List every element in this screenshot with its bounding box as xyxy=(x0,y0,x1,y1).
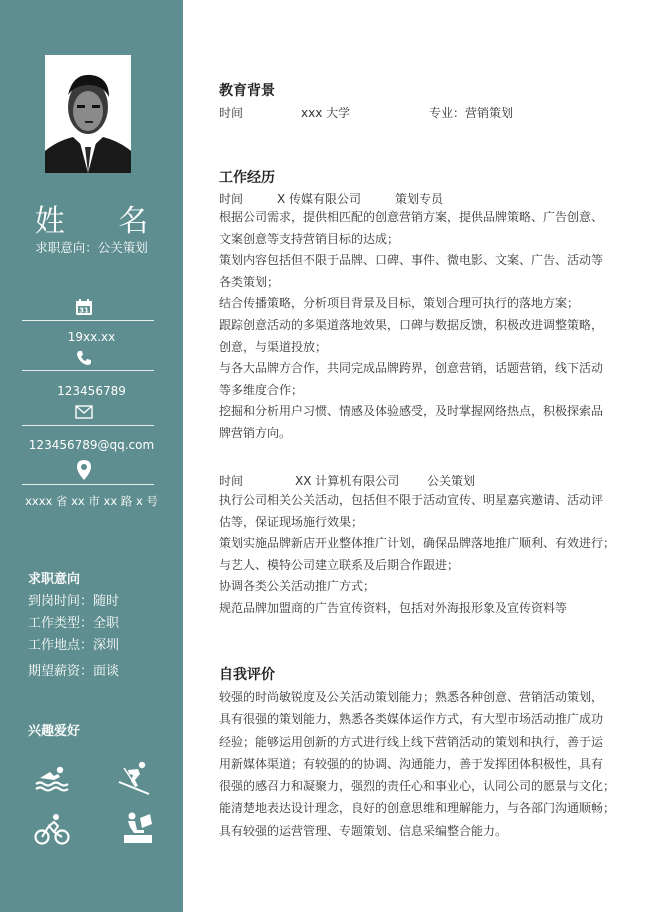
birth-date: 19xx.xx xyxy=(67,330,116,344)
divider xyxy=(22,425,154,426)
duty-line: 文案创意等支持营销目标的达成； xyxy=(219,231,400,246)
envelope-icon xyxy=(74,402,94,422)
job-company: X 传媒有限公司 xyxy=(277,192,362,206)
phone-number: 123456789 xyxy=(57,384,126,398)
duty-line: 规范品牌加盟商的广告宣传资料，包括对外海报形象及宣传资料等 xyxy=(219,600,568,615)
job-intent-row: 工作地点：深圳 xyxy=(28,638,120,653)
self-eval-line: 较强的时尚敏锐度及公关活动策划能力；熟悉各种创意、营销活动策划， xyxy=(219,690,604,704)
job-intent-row: 期望薪资：面谈 xyxy=(28,664,120,679)
person-portrait-icon xyxy=(45,55,131,173)
job-time: 时间 xyxy=(219,192,244,206)
divider xyxy=(22,370,154,371)
divider xyxy=(22,484,154,485)
hobbies-title: 兴趣爱好 xyxy=(28,724,81,739)
job-time: 时间 xyxy=(219,474,244,488)
job-intent-title: 求职意向 xyxy=(28,572,81,587)
duty-line: 各类策划； xyxy=(219,274,280,289)
job-duties xyxy=(219,207,611,445)
self-eval-line: 具有较强的运营管理、专题策划、信息采编整合能力。 xyxy=(219,823,508,838)
duty-line: 与各大品牌方合作，共同完成品牌跨界，创意营销，话题营销，线下活动 xyxy=(219,361,604,376)
job-position: 公关策划 xyxy=(427,474,476,488)
duty-line: 与艺人、模特公司建立联系及后期合作跟进； xyxy=(219,557,460,572)
profile-photo xyxy=(45,55,131,173)
email-address: 123456789@qq.com xyxy=(28,438,155,452)
location-pin-icon xyxy=(74,458,94,482)
cycling-icon xyxy=(34,812,70,846)
skiing-icon xyxy=(116,760,152,796)
candidate-name: 姓 名 xyxy=(34,204,171,239)
duty-line: 根据公司需求，提供相匹配的创意营销方案，提供品牌策略、广告创意、 xyxy=(219,210,604,224)
self-eval-text xyxy=(219,686,616,842)
self-eval-line: 经验；能够运用创新的方式进行线上线下营销活动的策划和执行，善于运 xyxy=(219,734,604,749)
duty-line: 策划内容包括但不限于品牌、口碑、事件、微电影、文案、广告、活动等 xyxy=(219,253,604,268)
self-eval-title: 自我评价 xyxy=(219,667,275,683)
duty-line: 执行公司相关公关活动，包括但不限于活动宣传、明星嘉宾邀请、活动评 xyxy=(219,493,604,507)
job-position: 策划专员 xyxy=(395,192,444,206)
svg-text:31: 31 xyxy=(79,306,89,315)
self-eval-line: 很强的感召力和凝聚力，强烈的责任心和事业心，认同公司的愿景与文化； xyxy=(219,779,616,794)
calendar-icon xyxy=(74,297,94,317)
duty-line: 跟踪创意活动的多渠道落地效果，口碑与数据反馈，积极改进调整策略， xyxy=(219,317,604,332)
job-intent-row: 到岗时间：随时 xyxy=(28,594,120,609)
duty-line: 协调各类公关活动推广方式； xyxy=(219,579,376,594)
divider xyxy=(22,320,154,321)
duty-line: 挖掘和分析用户习惯、情感及体验感受，及时掌握网络热点，积极探索品 xyxy=(219,404,604,419)
job-duties xyxy=(219,490,616,620)
self-eval-line: 用新媒体渠道；有较强的的协调、沟通能力，善于发挥团体积极性，具有 xyxy=(219,756,604,771)
sidebar xyxy=(0,0,183,912)
self-eval-line: 具有很强的策划能力，熟悉各类媒体运作方式，有大型市场活动推广成功 xyxy=(219,712,604,727)
job-company: XX 计算机有限公司 xyxy=(295,474,400,488)
duty-line: 策划实施品牌新店开业整体推广计划，确保品牌落地推广顺利、有效进行； xyxy=(219,536,616,551)
education-school: xxx 大学 xyxy=(301,106,351,120)
home-address: xxxx 省 xx 市 xx 路 x 号 xyxy=(25,494,158,508)
duty-line: 估等，保证现场施行效果； xyxy=(219,514,364,529)
reading-icon xyxy=(120,810,156,846)
education-time: 时间 xyxy=(219,106,244,120)
work-title: 工作经历 xyxy=(219,170,275,186)
education-title: 教育背景 xyxy=(219,83,275,99)
swimming-icon xyxy=(34,762,70,792)
phone-icon xyxy=(74,348,94,368)
self-eval-line: 能清楚地表达设计理念，良好的创意思维和理解能力，与各部门沟通顺畅； xyxy=(219,801,616,816)
duty-line: 结合传播策略，分析项目背景及目标，策划合理可执行的落地方案； xyxy=(219,296,580,311)
duty-line: 等多维度合作； xyxy=(219,382,304,397)
duty-line: 牌营销方向。 xyxy=(219,425,292,440)
education-major: 专业：营销策划 xyxy=(429,106,514,120)
job-intent-row: 工作类型：全职 xyxy=(28,616,120,631)
duty-line: 创意，与渠道投放； xyxy=(219,339,328,354)
job-intent-line: 求职意向：公关策划 xyxy=(35,240,148,255)
